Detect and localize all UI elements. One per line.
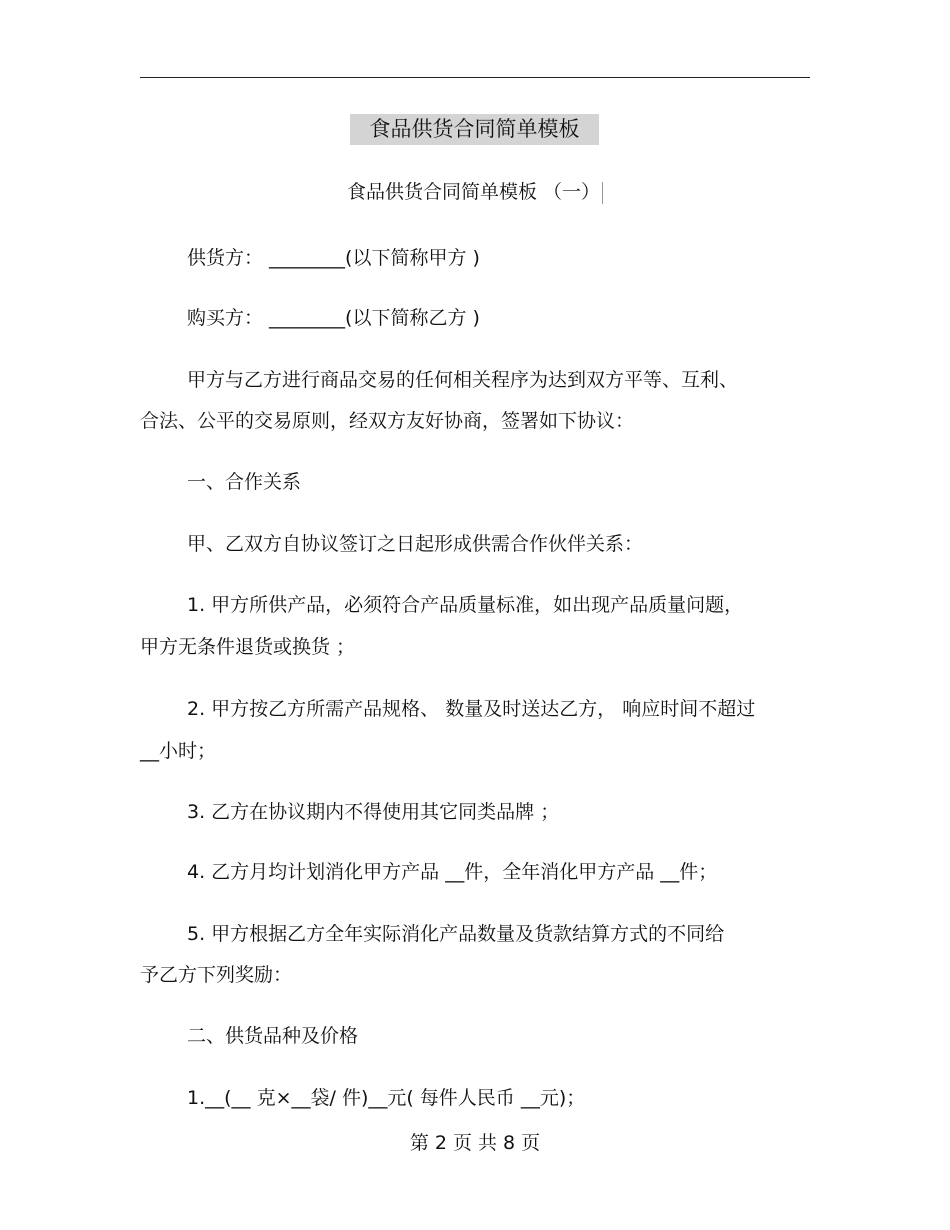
section-heading-2: 二、供货品种及价格 [187, 1025, 359, 1047]
buyer-line: 购买方： ________(以下简称乙方 ) [187, 307, 480, 329]
section-heading-1: 一、合作关系 [187, 471, 302, 493]
clause-1-line-1: 1. 甲方所供产品，必须符合产品质量标准，如出现产品质量问题， [187, 594, 744, 616]
clause-4-line: 4. 乙方月均计划消化甲方产品 __件，全年消化甲方产品 __件； [187, 861, 718, 883]
supplier-line: 供货方： ________(以下简称甲方 ) [187, 247, 480, 269]
text-cursor [602, 182, 603, 204]
document-subtitle [0, 178, 950, 206]
document-title: 食品供货合同简单模板 [350, 114, 599, 145]
page-number-footer: 第 2 页 共 8 页 [409, 1132, 541, 1154]
header-rule [140, 77, 810, 78]
subtitle-text: 食品供货合同简单模板 （一） [346, 181, 601, 203]
intro-line-1: 甲方与乙方进行商品交易的任何相关程序为达到双方平等、互利、 [187, 369, 739, 391]
partnership-line: 甲、乙双方自协议签订之日起形成供需合作伙伴关系： [187, 533, 644, 555]
clause-3-line: 3. 乙方在协议期内不得使用其它同类品牌 ； [187, 801, 560, 823]
clause-2-line-2: __小时； [140, 740, 217, 762]
intro-line-2: 合法、公平的交易原则，经双方友好协商，签署如下协议： [140, 410, 635, 432]
clause-5-line-1: 5. 甲方根据乙方全年实际消化产品数量及货款结算方式的不同给 [187, 923, 725, 945]
clause-2-line-1: 2. 甲方按乙方所需产品规格、 数量及时送达乙方， 响应时间不超过 [187, 698, 756, 720]
price-line-1: 1.__(__ 克×__袋/ 件)__元( 每件人民币 __元)； [187, 1087, 586, 1109]
clause-1-line-2: 甲方无条件退货或换货 ； [140, 636, 356, 658]
clause-5-line-2: 予乙方下列奖励： [140, 964, 293, 986]
